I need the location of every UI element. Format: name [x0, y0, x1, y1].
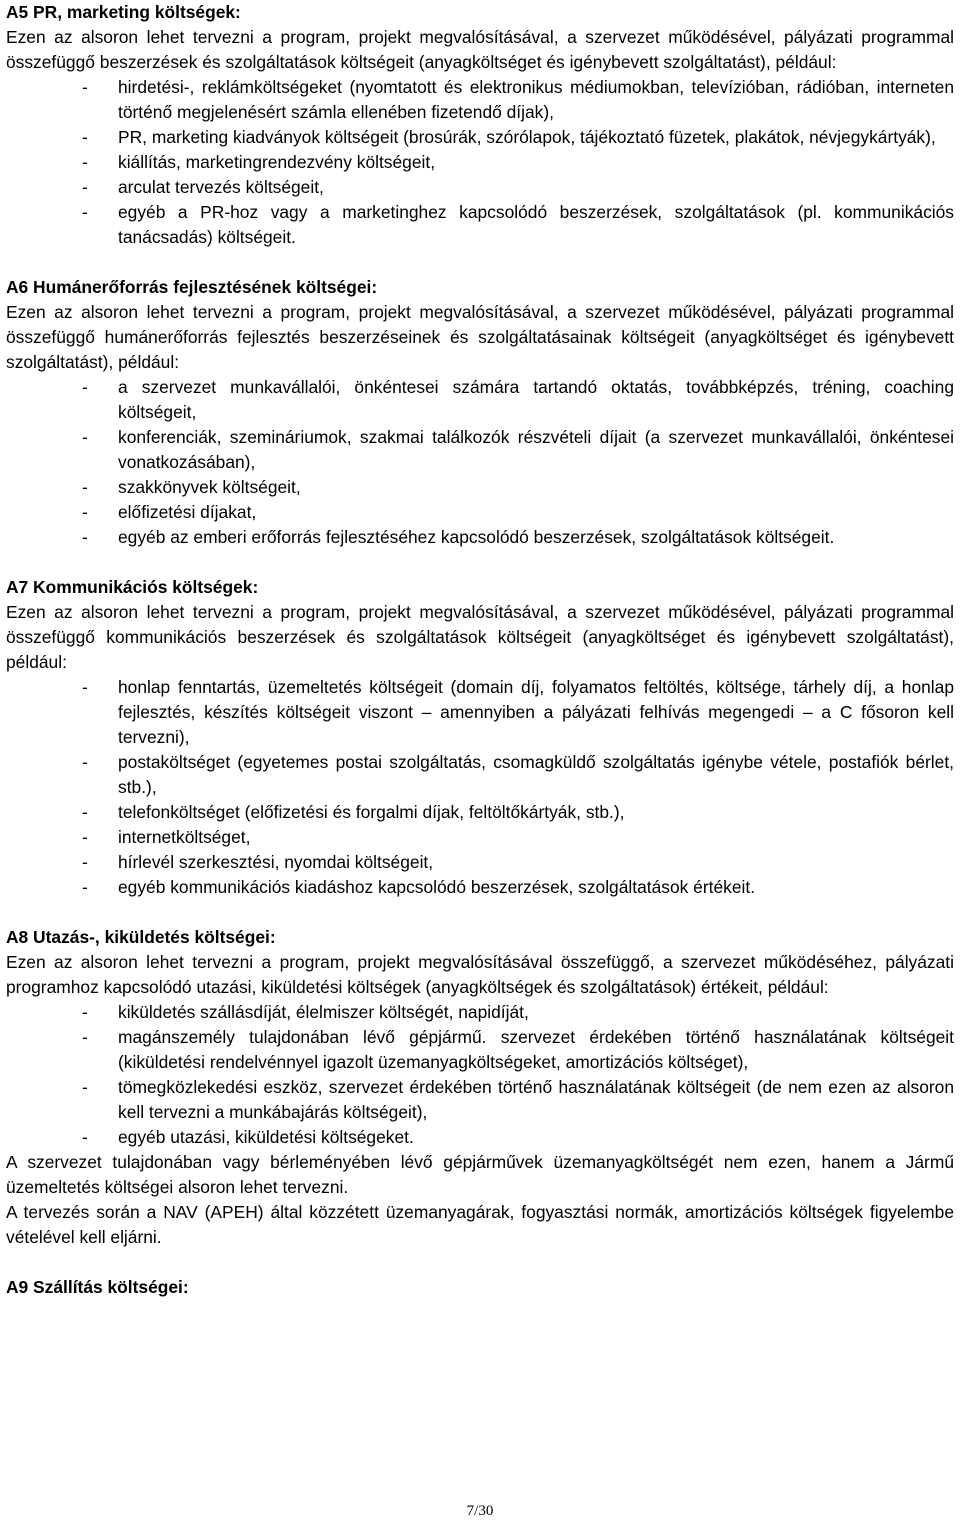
- dash-bullet-icon: -: [82, 752, 88, 772]
- document-page: [6, 0, 954, 1300]
- list-item-text: honlap fenntartás, üzemeltetés költségeit (domain díj, folyamatos feltöltés, költsége, tárhely díj, a honlap fejlesztés, készítés költségeit viszont – amennyiben a pályázati felhívás megengedi – a C fősoron kell tervezni),: [118, 677, 954, 747]
- bullet-list: [6, 75, 954, 250]
- dash-bullet-icon: -: [82, 802, 88, 822]
- section-note: A szervezet tulajdonában vagy bérleményében lévő gépjárművek üzemanyagköltségét nem ezen, hanem a Jármű üzemeltetés költségei alsoron lehet tervezni.: [6, 1152, 954, 1197]
- section: [6, 575, 954, 900]
- section-intro: Ezen az alsoron lehet tervezni a program, projekt megvalósításával, a szervezet működésével, pályázati programmal összefüggő kommunikációs beszerzések és szolgáltatások költségeit (anyagköltséget és igénybevett szolgáltatást), például:: [6, 602, 954, 672]
- list-item-text: egyéb kommunikációs kiadáshoz kapcsolódó beszerzések, szolgáltatások értékeit.: [118, 877, 756, 897]
- page-number: 7/30: [466, 1503, 494, 1519]
- dash-bullet-icon: -: [82, 1027, 88, 1047]
- dash-bullet-icon: -: [82, 1002, 88, 1022]
- list-item: [6, 500, 954, 525]
- section-heading: A7 Kommunikációs költségek:: [6, 577, 259, 597]
- dash-bullet-icon: -: [82, 427, 88, 447]
- dash-bullet-icon: -: [82, 477, 88, 497]
- list-item-text: postaköltséget (egyetemes postai szolgáltatás, csomagküldő szolgáltatás igénybe vétele, postafiók bérlet, stb.),: [118, 752, 954, 797]
- list-item-text: egyéb a PR-hoz vagy a marketinghez kapcsolódó beszerzések, szolgáltatások (pl. kommunikációs tanácsadás) költségeit.: [118, 202, 954, 247]
- dash-bullet-icon: -: [82, 177, 88, 197]
- dash-bullet-icon: -: [82, 827, 88, 847]
- section: [6, 1275, 954, 1300]
- list-item: [6, 75, 954, 125]
- list-item: [6, 825, 954, 850]
- list-item: [6, 175, 954, 200]
- dash-bullet-icon: -: [82, 677, 88, 697]
- section-note: A tervezés során a NAV (APEH) által közzétett üzemanyagárak, fogyasztási normák, amortizációs költségek figyelembe vételével kell eljárni.: [6, 1202, 954, 1247]
- list-item-text: tömegközlekedési eszköz, szervezet érdekében történő használatának költségeit (de nem ezen az alsoron kell tervezni a munkábajárás költségeit),: [118, 1077, 954, 1122]
- section-intro: Ezen az alsoron lehet tervezni a program, projekt megvalósításával, a szervezet működésével, pályázati programmal összefüggő beszerzések és szolgáltatások költségeit (anyagköltséget és igénybevett szolgáltatást), például:: [6, 27, 954, 72]
- list-item: [6, 200, 954, 250]
- dash-bullet-icon: -: [82, 377, 88, 397]
- list-item-text: PR, marketing kiadványok költségeit (brosúrák, szórólapok, tájékoztató füzetek, plakátok, névjegykártyák),: [118, 127, 936, 147]
- list-item: [6, 1075, 954, 1125]
- section-heading: A5 PR, marketing költségek:: [6, 2, 241, 22]
- list-item: [6, 875, 954, 900]
- list-item-text: egyéb az emberi erőforrás fejlesztéséhez kapcsolódó beszerzések, szolgáltatások költségeit.: [118, 527, 835, 547]
- bullet-list: [6, 375, 954, 550]
- list-item-text: arculat tervezés költségeit,: [118, 177, 324, 197]
- dash-bullet-icon: -: [82, 77, 88, 97]
- dash-bullet-icon: -: [82, 1077, 88, 1097]
- section-intro: Ezen az alsoron lehet tervezni a program, projekt megvalósításával, a szervezet működésével, pályázati programmal összefüggő humánerőforrás fejlesztés beszerzéseinek és szolgáltatásainak költségeit (anyagköltséget és igénybevett szolgáltatást), például:: [6, 302, 954, 372]
- list-item: [6, 525, 954, 550]
- list-item-text: konferenciák, szemináriumok, szakmai találkozók részvételi díjait (a szervezet munkavállalói, önkéntesei vonatkozásában),: [118, 427, 954, 472]
- list-item-text: hirdetési-, reklámköltségeket (nyomtatott és elektronikus médiumokban, televízióban, rádióban, interneten történő megjelenésért számla ellenében fizetendő díjak),: [118, 77, 954, 122]
- section-intro: Ezen az alsoron lehet tervezni a program, projekt megvalósításával összefüggő, a szervezet működéséhez, pályázati programhoz kapcsolódó utazási, kiküldetési költségek (anyagköltségek és szolgáltatások) értékeit, például:: [6, 952, 954, 997]
- section: [6, 925, 954, 1250]
- list-item-text: hírlevél szerkesztési, nyomdai költségeit,: [118, 852, 434, 872]
- bullet-list: [6, 675, 954, 900]
- section: [6, 275, 954, 550]
- section-heading: A6 Humánerőforrás fejlesztésének költségei:: [6, 277, 378, 297]
- list-item-text: egyéb utazási, kiküldetési költségeket.: [118, 1127, 414, 1147]
- list-item-text: kiállítás, marketingrendezvény költségeit,: [118, 152, 436, 172]
- list-item-text: a szervezet munkavállalói, önkéntesei számára tartandó oktatás, továbbképzés, tréning, coaching költségeit,: [118, 377, 954, 422]
- list-item-text: telefonköltséget (előfizetési és forgalmi díjak, feltöltőkártyák, stb.),: [118, 802, 625, 822]
- dash-bullet-icon: -: [82, 202, 88, 222]
- dash-bullet-icon: -: [82, 877, 88, 897]
- list-item: [6, 750, 954, 800]
- dash-bullet-icon: -: [82, 852, 88, 872]
- list-item-text: internetköltséget,: [118, 827, 251, 847]
- list-item: [6, 1025, 954, 1075]
- list-item: [6, 675, 954, 750]
- section-heading: A9 Szállítás költségei:: [6, 1277, 189, 1297]
- list-item: [6, 800, 954, 825]
- dash-bullet-icon: -: [82, 1127, 88, 1147]
- list-item-text: előfizetési díjakat,: [118, 502, 257, 522]
- list-item: [6, 850, 954, 875]
- list-item: [6, 1000, 954, 1025]
- list-item: [6, 1125, 954, 1150]
- dash-bullet-icon: -: [82, 152, 88, 172]
- list-item: [6, 125, 954, 150]
- section: [6, 0, 954, 250]
- list-item: [6, 150, 954, 175]
- section-heading: A8 Utazás-, kiküldetés költségei:: [6, 927, 276, 947]
- list-item: [6, 425, 954, 475]
- dash-bullet-icon: -: [82, 502, 88, 522]
- list-item-text: magánszemély tulajdonában lévő gépjármű. szervezet érdekében történő használatának költségeit (kiküldetési rendelvénnyel igazolt üzemanyagköltségeket, amortizációs költséget),: [118, 1027, 954, 1072]
- list-item: [6, 475, 954, 500]
- list-item-text: szakkönyvek költségeit,: [118, 477, 301, 497]
- list-item: [6, 375, 954, 425]
- dash-bullet-icon: -: [82, 127, 88, 147]
- list-item-text: kiküldetés szállásdíját, élelmiszer költségét, napidíját,: [118, 1002, 529, 1022]
- bullet-list: [6, 1000, 954, 1150]
- dash-bullet-icon: -: [82, 527, 88, 547]
